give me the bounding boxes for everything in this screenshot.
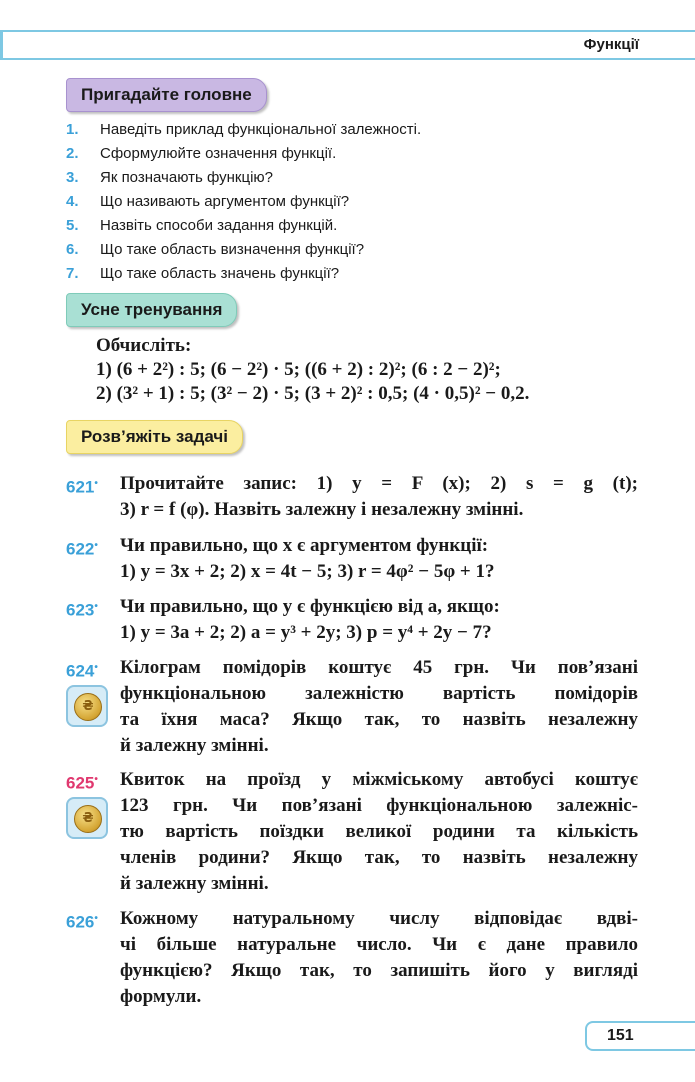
page-number: 151 bbox=[607, 1027, 634, 1044]
question-text: Наведіть приклад функціональної залежності. bbox=[100, 121, 422, 138]
question-text: Що таке область значень функції? bbox=[100, 265, 340, 282]
task-line: Кожному натуральному числу відповідає вдві- bbox=[120, 908, 638, 929]
question-number: 1. bbox=[66, 121, 79, 138]
oral-line-2: 2) (3² + 1) : 5; (3² − 2) · 5; (3 + 2)² : 0,5; (4 · 0,5)² − 0,2. bbox=[96, 383, 530, 404]
task-number bbox=[66, 767, 98, 797]
task-621 bbox=[66, 471, 638, 523]
task-number-value: 623 bbox=[66, 600, 95, 620]
question-text: Назвіть способи задання функцій. bbox=[100, 217, 338, 234]
chapter-title: Функції bbox=[583, 36, 639, 53]
question-text: Як позначають функцію? bbox=[100, 169, 273, 186]
task-623 bbox=[66, 594, 638, 646]
task-number-value: 621 bbox=[66, 477, 95, 497]
task-line: й залежну змінні. bbox=[120, 735, 269, 756]
tasks-section-label: Розв’яжіть задачі bbox=[66, 420, 243, 454]
task-625 bbox=[66, 767, 638, 897]
task-number-value: 622 bbox=[66, 539, 95, 559]
task-line: формули. bbox=[120, 986, 202, 1007]
header-left-tick bbox=[0, 30, 3, 60]
page-header bbox=[0, 30, 695, 60]
oral-line-1: 1) (6 + 2²) : 5; (6 − 2²) · 5; ((6 + 2) : 2)²; (6 : 2 − 2)²; bbox=[96, 359, 501, 380]
task-line: членів родини? Якщо так, то назвіть незалежну bbox=[120, 847, 638, 868]
question-number: 3. bbox=[66, 169, 79, 186]
question-number: 7. bbox=[66, 265, 79, 282]
task-number bbox=[66, 906, 98, 936]
task-626 bbox=[66, 906, 638, 1010]
task-level-mark: • bbox=[94, 478, 98, 489]
task-line: функціональною залежністю вартість помідорів bbox=[120, 683, 638, 704]
oral-exercise bbox=[96, 334, 529, 406]
task-line: 1) y = 3a + 2; 2) a = y³ + 2y; 3) p = y⁴ + 2y − 7? bbox=[120, 622, 492, 643]
question-number: 5. bbox=[66, 217, 79, 234]
task-level-mark: • bbox=[94, 540, 98, 551]
task-line: Квиток на проїзд у міжміському автобусі коштує bbox=[120, 769, 638, 790]
task-line: 1) y = 3x + 2; 2) x = 4t − 5; 3) r = 4φ² − 5φ + 1? bbox=[120, 561, 495, 582]
task-line: Чи правильно, що x є аргументом функції: bbox=[120, 535, 489, 556]
question-text: Що таке область визначення функції? bbox=[100, 241, 365, 258]
task-622 bbox=[66, 533, 638, 585]
task-number-value: 626 bbox=[66, 912, 95, 932]
oral-section-label: Усне тренування bbox=[66, 293, 237, 327]
task-line: функцією? Якщо так, то запишіть його у вигляді bbox=[120, 960, 638, 981]
question-number: 6. bbox=[66, 241, 79, 258]
task-line: чі більше натуральне число. Чи є дане правило bbox=[120, 934, 638, 955]
question-text: Сформулюйте означення функції. bbox=[100, 145, 337, 162]
question-number: 2. bbox=[66, 145, 79, 162]
task-number bbox=[66, 533, 98, 563]
question-number: 4. bbox=[66, 193, 79, 210]
task-number bbox=[66, 655, 98, 685]
task-number bbox=[66, 594, 98, 624]
hryvnia-coin-icon: ₴ bbox=[74, 693, 102, 721]
task-line: Прочитайте запис: 1) y = F (x); 2) s = g (t); bbox=[120, 473, 638, 494]
task-line: та їхня маса? Якщо так, то назвіть незалежну bbox=[120, 709, 638, 730]
task-level-mark: • bbox=[94, 774, 98, 785]
oral-prompt: Обчисліть: bbox=[96, 335, 192, 356]
task-level-mark: • bbox=[94, 601, 98, 612]
page-number-box bbox=[585, 1021, 695, 1051]
task-level-mark: • bbox=[94, 913, 98, 924]
task-line: 3) r = f (φ). Назвіть залежну і незалежну змінні. bbox=[120, 499, 524, 520]
task-number-value: 625 bbox=[66, 773, 95, 793]
money-task-badge bbox=[66, 797, 108, 839]
hryvnia-coin-icon: ₴ bbox=[74, 805, 102, 833]
task-number-value: 624 bbox=[66, 661, 95, 681]
money-task-badge bbox=[66, 685, 108, 727]
task-level-mark: • bbox=[94, 662, 98, 673]
question-text: Що називають аргументом функції? bbox=[100, 193, 350, 210]
task-line: тю вартість поїздки великої родини та кількість bbox=[120, 821, 638, 842]
task-number bbox=[66, 471, 98, 501]
task-624 bbox=[66, 655, 638, 759]
task-line: Чи правильно, що y є функцією від a, якщо: bbox=[120, 596, 500, 617]
task-line: й залежну змінні. bbox=[120, 873, 269, 894]
task-line: 123 грн. Чи пов’язані функціональною залежніс- bbox=[120, 795, 638, 816]
recall-section-label: Пригадайте головне bbox=[66, 78, 267, 112]
task-line: Кілограм помідорів коштує 45 грн. Чи пов’язані bbox=[120, 657, 638, 678]
